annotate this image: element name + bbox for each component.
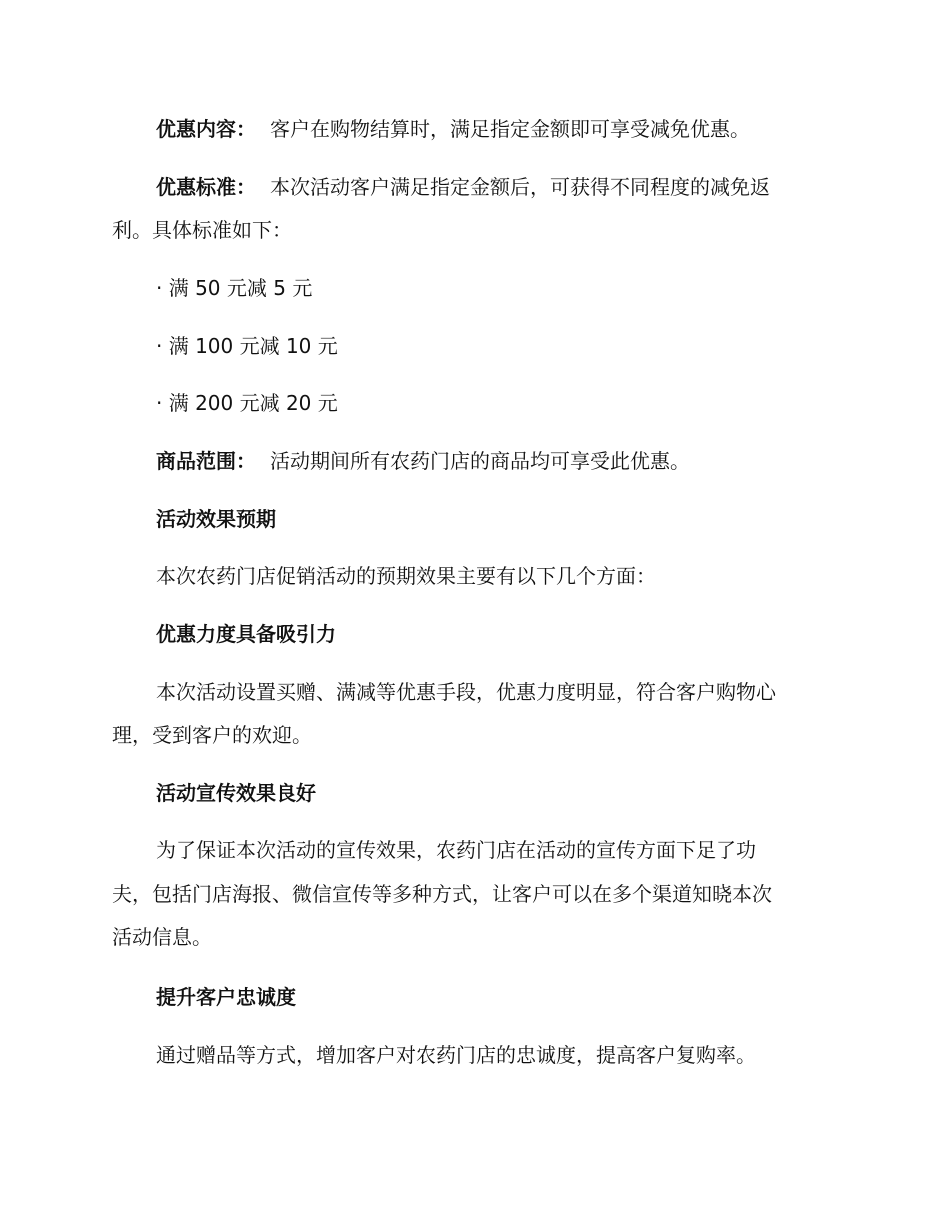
- promo-scope-label: 商品范围：: [156, 449, 256, 473]
- promo-standard-text-line1: 本次活动客户满足指定金额后，可获得不同程度的减免返: [270, 175, 770, 199]
- promo-standard-label: 优惠标准：: [156, 175, 256, 199]
- promo-tier-item: · 满 50 元减 5 元: [156, 276, 313, 300]
- promo-scope-text: 活动期间所有农药门店的商品均可享受此优惠。: [270, 449, 690, 473]
- section-text-line: 理，受到客户的欢迎。: [112, 723, 312, 747]
- section-text-line: 为了保证本次活动的宣传效果，农药门店在活动的宣传方面下足了功: [156, 838, 756, 862]
- promo-content-label: 优惠内容：: [156, 117, 256, 141]
- section-text-line: 夫，包括门店海报、微信宣传等多种方式，让客户可以在多个渠道知晓本次: [112, 882, 772, 906]
- section-text-line: 活动信息。: [112, 925, 212, 949]
- promo-content-text: 客户在购物结算时，满足指定金额即可享受减免优惠。: [270, 117, 750, 141]
- section-heading: 优惠力度具备吸引力: [156, 622, 336, 646]
- section-text-line: 通过赠品等方式，增加客户对农药门店的忠诚度，提高客户复购率。: [156, 1043, 756, 1067]
- promo-standard-text-line2: 利。具体标准如下：: [112, 218, 292, 242]
- promo-tier-item: · 满 200 元减 20 元: [156, 391, 338, 415]
- section-heading: 提升客户忠诚度: [156, 985, 296, 1009]
- promo-standard-paragraph: [156, 173, 842, 201]
- promo-content-paragraph: [156, 115, 842, 143]
- promo-tier-item: · 满 100 元减 10 元: [156, 334, 338, 358]
- section-heading: 活动宣传效果良好: [156, 781, 316, 805]
- effects-intro: 本次农药门店促销活动的预期效果主要有以下几个方面：: [156, 564, 656, 588]
- promo-scope-paragraph: [156, 447, 842, 475]
- effects-heading: 活动效果预期: [156, 507, 276, 531]
- section-text-line: 本次活动设置买赠、满减等优惠手段，优惠力度明显，符合客户购物心: [156, 680, 776, 704]
